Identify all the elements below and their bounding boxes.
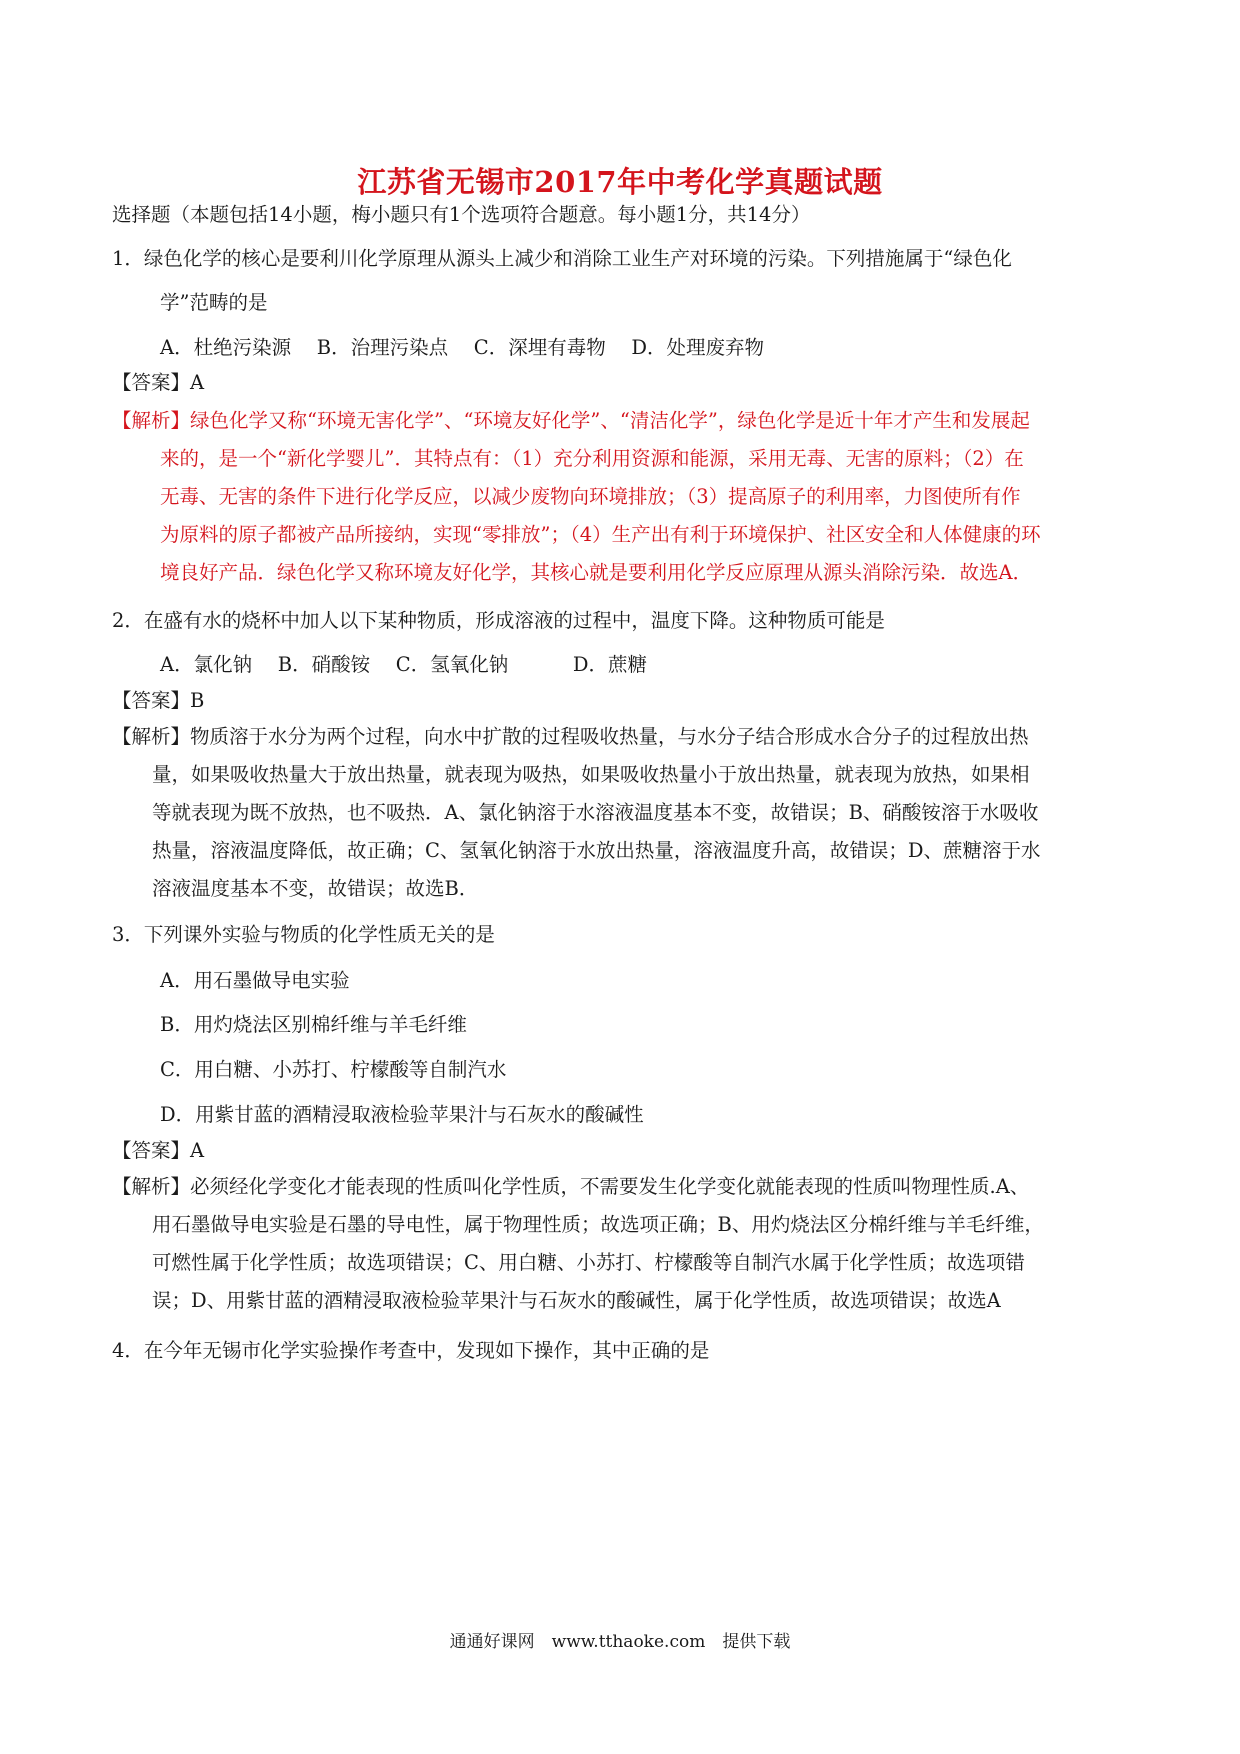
question-2-stem: 2．在盛有水的烧杯中加人以下某种物质，形成溶液的过程中，温度下降。这种物质可能是	[112, 609, 885, 632]
question-1-stem-continued: 学”范畴的是	[160, 291, 268, 314]
question-3-option: B．用灼烧法区别棉纤维与羊毛纤维	[160, 1013, 467, 1036]
question-3-analysis-line: 误；D、用紫甘蓝的酒精浸取液检验苹果汁与石灰水的酸碱性，属于化学性质，故选项错误；故选A	[152, 1289, 1001, 1312]
question-3-analysis-line: 可燃性属于化学性质；故选项错误；C、用白糖、小苏打、柠檬酸等自制汽水属于化学性质；故选项错	[152, 1251, 1025, 1274]
page-footer: 通通好课网 www.tthaoke.com 提供下载	[449, 1632, 791, 1652]
question-1-analysis-line: 【解析】绿色化学又称“环境无害化学”、“环境友好化学”、“清洁化学”，绿色化学是近十年才产生和发展起	[112, 409, 1030, 432]
question-1-analysis-line: 境良好产品．绿色化学又称环境友好化学，其核心就是要利用化学反应原理从源头消除污染．故选A．	[160, 561, 1033, 584]
question-3-option: C．用白糖、小苏打、柠檬酸等自制汽水	[160, 1058, 507, 1081]
question-3-analysis-line: 【解析】必须经化学变化才能表现的性质叫化学性质，不需要发生化学变化就能表现的性质叫物理性质.A、	[112, 1175, 1030, 1198]
question-3-option: A．用石墨做导电实验	[160, 969, 350, 992]
question-1-analysis-line: 无毒、无害的条件下进行化学反应，以减少废物向环境排放；（3）提高原子的利用率，力图使所有作	[160, 485, 1021, 508]
question-1-answer: 【答案】A	[112, 371, 205, 394]
question-3-analysis-line: 用石墨做导电实验是石墨的导电性，属于物理性质；故选项正确；B、用灼烧法区分棉纤维与羊毛纤维，	[152, 1213, 1044, 1236]
question-1-stem: 1．绿色化学的核心是要利川化学原理从源头上减少和消除工业生产对环境的污染。下列措施属于“绿色化	[112, 247, 1012, 270]
question-2-options: A．氯化钠 B．硝酸铵 C．氢氧化钠 D．蔗糖	[160, 653, 648, 676]
question-3-option: D．用紫甘蓝的酒精浸取液检验苹果汁与石灰水的酸碱性	[160, 1103, 644, 1126]
section-intro: 选择题（本题包括14小题，梅小题只有1个选项符合题意。每小题1分，共14分）	[112, 203, 811, 226]
question-1-options: A．杜绝污染源 B．治理污染点 C．深埋有毒物 D．处理废弃物	[160, 336, 765, 359]
question-2-analysis-line: 热量，溶液温度降低，故正确；C、氢氧化钠溶于水放出热量，溶液温度升高，故错误；D、蔗糖溶于水	[152, 839, 1041, 862]
question-2-analysis-line: 溶液温度基本不变，故错误；故选B．	[152, 877, 479, 900]
page-title: 江苏省无锡市2017年中考化学真题试题	[357, 165, 883, 199]
question-1-analysis-line: 来的，是一个“新化学婴儿”．其特点有：（1）充分利用资源和能源，采用无毒、无害的原料；（2）在	[160, 447, 1024, 470]
question-4-stem: 4．在今年无锡市化学实验操作考查中，发现如下操作，其中正确的是	[112, 1339, 710, 1362]
question-3-stem: 3．下列课外实验与物质的化学性质无关的是	[112, 923, 495, 946]
question-3-answer: 【答案】A	[112, 1139, 205, 1162]
question-1-analysis-line: 为原料的原子都被产品所接纳，实现“零排放”；（4）生产出有利于环境保护、社区安全和人体健康的环	[160, 523, 1041, 546]
question-2-answer: 【答案】B	[112, 689, 205, 712]
question-2-analysis-line: 【解析】物质溶于水分为两个过程，向水中扩散的过程吸收热量，与水分子结合形成水合分子的过程放出热	[112, 725, 1029, 748]
question-2-analysis-line: 量，如果吸收热量大于放出热量，就表现为吸热，如果吸收热量小于放出热量，就表现为放热，如果相	[152, 763, 1030, 786]
question-2-analysis-line: 等就表现为既不放热，也不吸热．A、氯化钠溶于水溶液温度基本不变，故错误；B、硝酸铵溶于水吸收	[152, 801, 1039, 824]
